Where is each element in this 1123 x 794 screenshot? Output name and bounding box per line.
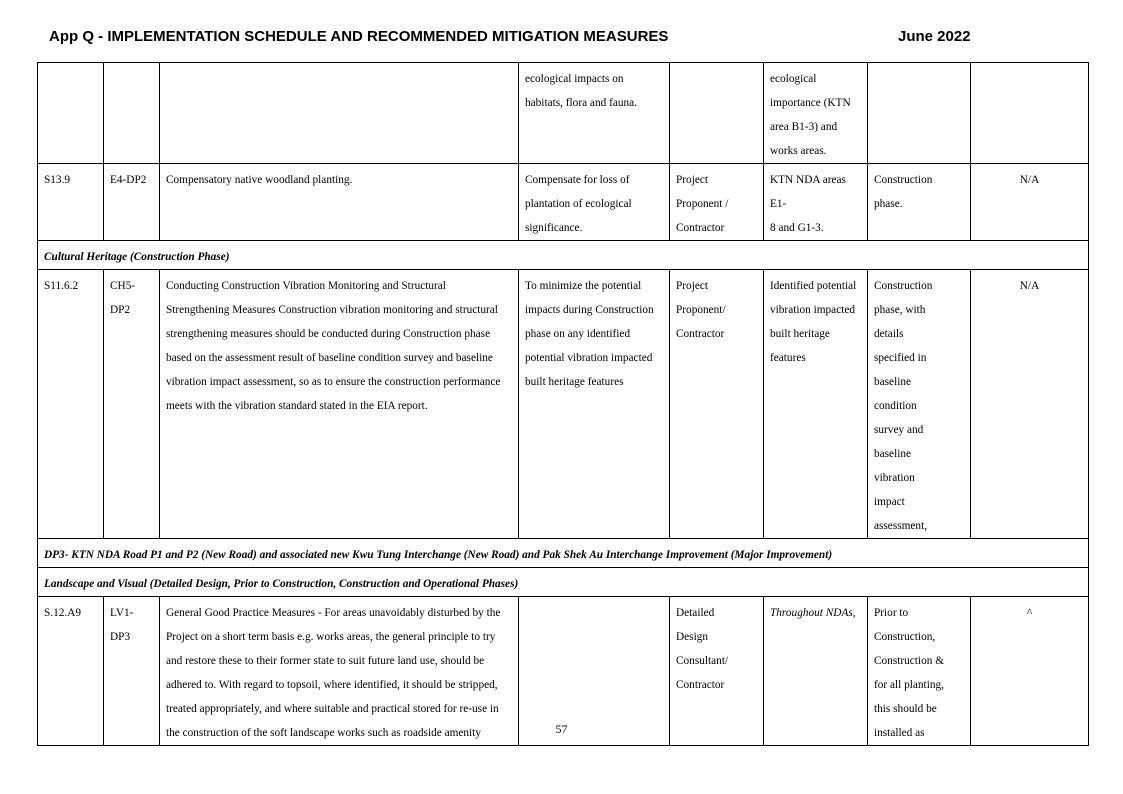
- status-cell: ^: [971, 597, 1089, 746]
- objective-cell: To minimize the potential impacts during Construction phase on any identified potential vibration impacted built heritage features: [519, 270, 670, 539]
- page-number: 57: [555, 722, 568, 736]
- location-cell: Throughout NDAs,: [764, 597, 868, 746]
- timing-cell: Construction phase.: [868, 164, 971, 241]
- timing-cell: Construction phase, with details specified in baseline condition survey and baseline vibration impact assessment,: [868, 270, 971, 539]
- ref-cell: S.12.A9: [38, 597, 104, 746]
- agent-cell: Project Proponent/ Contractor: [670, 270, 764, 539]
- code-cell: CH5- DP2: [104, 270, 160, 539]
- code-cell: [104, 63, 160, 164]
- status-cell: [971, 63, 1089, 164]
- status-cell: N/A: [971, 164, 1089, 241]
- objective-cell: Compensate for loss of plantation of ecological significance.: [519, 164, 670, 241]
- section-heading-row: [38, 241, 1089, 270]
- ref-cell: S13.9: [38, 164, 104, 241]
- table-row: [38, 270, 1089, 539]
- objective-cell: ecological impacts on habitats, flora and fauna.: [519, 63, 670, 164]
- location-cell: Identified potential vibration impacted built heritage features: [764, 270, 868, 539]
- table-row: [38, 63, 1089, 164]
- ref-cell: [38, 63, 104, 164]
- table-row: [38, 164, 1089, 241]
- dp3-heading: DP3- KTN NDA Road P1 and P2 (New Road) and associated new Kwu Tung Interchange (New Road) and Pak Shek Au Interchange Improvement (Major Improvement): [38, 539, 1089, 568]
- dp-heading-row: [38, 539, 1089, 568]
- status-cell: N/A: [971, 270, 1089, 539]
- section-heading-cultural-heritage: Cultural Heritage (Construction Phase): [38, 241, 1089, 270]
- document-title: App Q - IMPLEMENTATION SCHEDULE AND RECOMMENDED MITIGATION MEASURES: [49, 28, 669, 45]
- agent-cell: Project Proponent / Contractor: [670, 164, 764, 241]
- measure-cell: Compensatory native woodland planting.: [160, 164, 519, 241]
- timing-cell: Prior to Construction, Construction & for all planting, this should be installed as: [868, 597, 971, 746]
- document-date: June 2022: [898, 28, 971, 45]
- code-cell: E4-DP2: [104, 164, 160, 241]
- measure-cell: Conducting Construction Vibration Monitoring and Structural Strengthening Measures Construction vibration monitoring and structural strengthening measures should be conducted during Construction phase based on the assessment result of baseline condition survey and baseline vibration impact assessment, so as to ensure the construction performance meets with the vibration standard stated in the EIA report.: [160, 270, 519, 539]
- code-cell: LV1- DP3: [104, 597, 160, 746]
- implementation-schedule-table: [37, 62, 1089, 746]
- timing-cell: [868, 63, 971, 164]
- agent-cell: Detailed Design Consultant/ Contractor: [670, 597, 764, 746]
- measure-cell: [160, 63, 519, 164]
- location-cell: ecological importance (KTN area B1-3) and works areas.: [764, 63, 868, 164]
- section-heading-landscape-visual: Landscape and Visual (Detailed Design, Prior to Construction, Construction and Operational Phases): [38, 568, 1089, 597]
- ref-cell: S11.6.2: [38, 270, 104, 539]
- section-heading-row: [38, 568, 1089, 597]
- measure-cell: General Good Practice Measures - For areas unavoidably disturbed by the Project on a short term basis e.g. works areas, the general principle to try and restore these to their former state to suit future land use, should be adhered to. With regard to topsoil, where identified, it should be stripped, treated appropriately, and where suitable and practical stored for re-use in the construction of the soft landscape works such as roadside amenity: [160, 597, 519, 746]
- agent-cell: [670, 63, 764, 164]
- location-cell: KTN NDA areas E1- 8 and G1-3.: [764, 164, 868, 241]
